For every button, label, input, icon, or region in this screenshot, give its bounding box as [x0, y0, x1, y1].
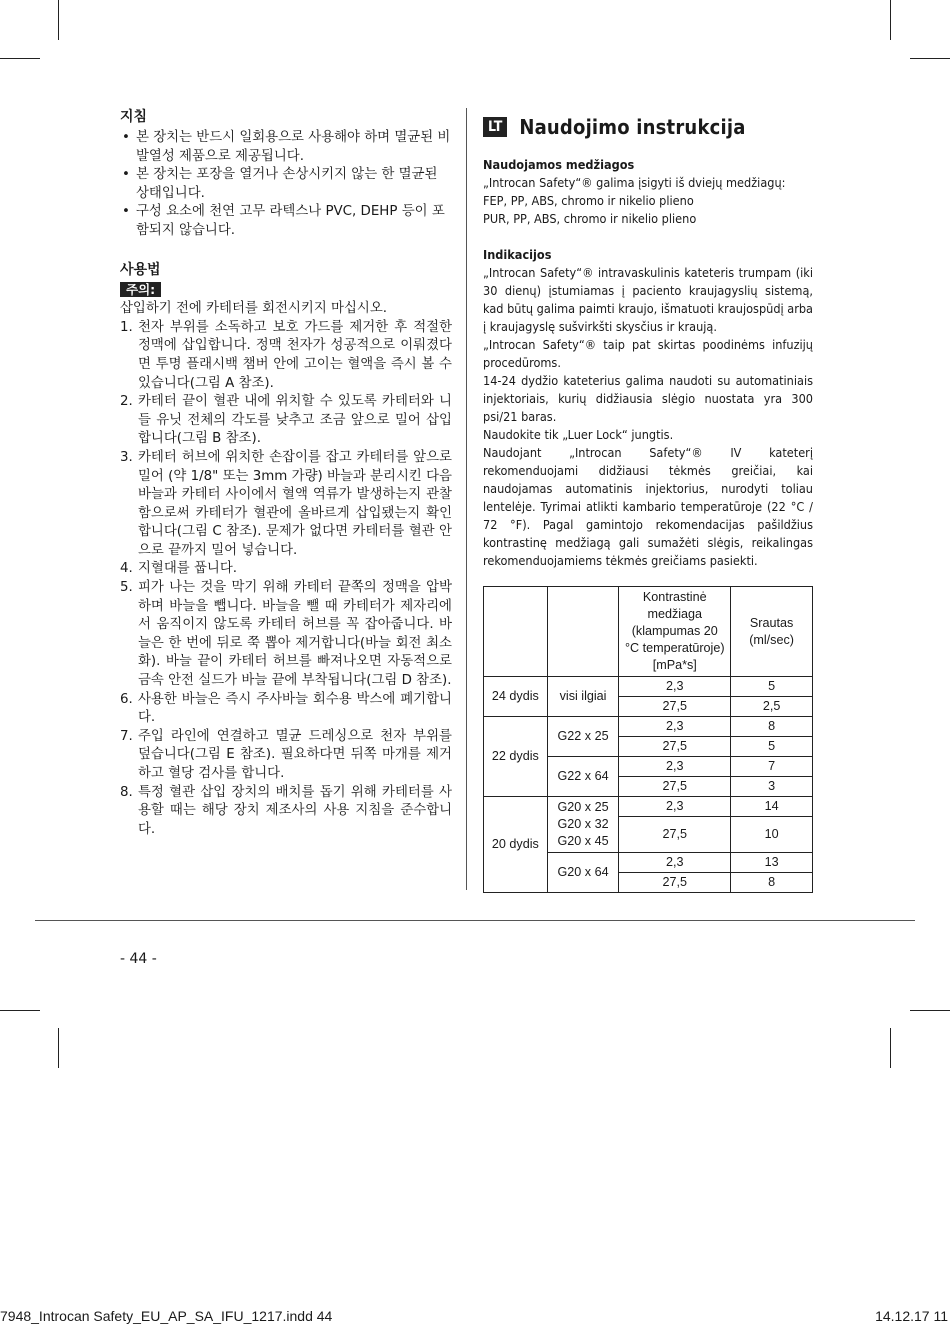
list-item — [120, 319, 452, 393]
language-badge: LT — [483, 117, 507, 137]
table-row — [484, 587, 813, 677]
crop-mark — [910, 58, 950, 59]
table-cell: G22 x 25 — [547, 717, 619, 757]
step-text: 카테터 허브에 위치한 손잡이를 잡고 카테터를 앞으로 밀어 (약 1/8" 또는 3mm 가량) 바늘과 분리시킨 다음 바늘과 카테터 사이에서 혈액 역류가 발생하는지 관찰함으로써 카테터가 혈관에 올바르게 삽입됐는지 확인합니다(그림 C 참조). 문제가 없다면 카테터를 혈관 안으로 끝까지 밀어 넣습니다. — [138, 449, 452, 558]
caution-text: 삽입하기 전에 카테터를 회전시키지 마십시오. — [120, 301, 388, 317]
list-item — [120, 728, 452, 784]
list-item — [120, 579, 452, 691]
gauge-label: G20 x 25 — [557, 800, 609, 814]
list-item: • 본 장치는 포장을 열거나 손상시키지 않는 한 멸균된 상태입니다. — [120, 166, 452, 203]
materials-title: Naudojamos medžiagos — [483, 157, 635, 172]
step-number: 4. — [120, 561, 133, 577]
table-cell: 2,5 — [731, 697, 813, 717]
materials-line: PUR, PP, ABS, chromo ir nikelio plieno — [483, 211, 697, 226]
crop-mark — [890, 1028, 891, 1068]
notes-list — [120, 129, 452, 241]
flow-rate-table — [483, 586, 813, 893]
table-cell: 8 — [731, 873, 813, 893]
crop-mark — [910, 1010, 950, 1011]
crop-mark — [0, 58, 40, 59]
table-cell: 2,3 — [619, 677, 731, 697]
indications-paragraph: Naudojant „Introcan Safety“® IV kateterį rekomenduojami didžiausi tėkmės greičiai, kai naudojamas automatinis injektorius, nurodyti toliau lentelėje. Tyrimai atlikti kambario temperatūroje (22 °C / 72 °F). Pagal gamintojo rekomendacijas pašildžius kontrastinę medžiagą gali sumažėti slėgis, reikalingas rekomenduojamiems tėkmės greičiams pasiekti. — [483, 445, 813, 568]
table-cell: 5 — [731, 737, 813, 757]
crop-mark — [58, 0, 59, 40]
table-cell: 14 — [731, 797, 813, 817]
materials-line: „Introcan Safety“® galima įsigyti iš dviejų medžiagų: — [483, 175, 786, 190]
step-text: 카테터 끝이 혈관 내에 위치할 수 있도록 카테터와 니들 유닛 전체의 각도를 낮추고 조금 앞으로 밀어 삽입합니다(그림 B 참조). — [138, 394, 452, 447]
table-cell: 2,3 — [619, 853, 731, 873]
table-cell — [547, 797, 619, 853]
list-item: • 본 장치는 반드시 일회용으로 사용해야 하며 멸균된 비발열성 제품으로 제공됩니다. — [120, 129, 452, 166]
table-cell — [484, 587, 548, 677]
table-row — [484, 717, 813, 737]
table-cell: 22 dydis — [484, 717, 548, 797]
materials-line: FEP, PP, ABS, chromo ir nikelio plieno — [483, 193, 694, 208]
indications-title: Indikacijos — [483, 247, 552, 262]
lithuanian-column — [483, 112, 813, 893]
korean-column — [120, 108, 452, 839]
table-cell: 7 — [731, 757, 813, 777]
table-cell: 2,3 — [619, 717, 731, 737]
print-slug-file: 7948_Introcan Safety_EU_AP_SA_IFU_1217.indd 44 — [0, 1308, 333, 1324]
table-cell: 3 — [731, 777, 813, 797]
page-number: - 44 - — [120, 951, 157, 967]
caution-badge: 주의: — [120, 282, 161, 298]
crop-mark — [890, 0, 891, 40]
table-cell: 8 — [731, 717, 813, 737]
step-number: 6. — [120, 691, 133, 707]
table-row — [484, 677, 813, 697]
table-cell: 2,3 — [619, 757, 731, 777]
list-item — [120, 560, 452, 579]
table-cell: 24 dydis — [484, 677, 548, 717]
step-text: 주입 라인에 연결하고 멸균 드레싱으로 천자 부위를 덮습니다(그림 E 참조). 필요하다면 뒤쪽 마개를 제거하고 혈당 검사를 합니다. — [138, 728, 452, 781]
table-cell: G20 x 64 — [547, 853, 619, 893]
step-text: 피가 나는 것을 막기 위해 카테터 끝쪽의 정맥을 압박하며 바늘을 뺍니다. 바늘을 뺄 때 카테터가 제자리에서 움직이지 않도록 카테터 허브를 꼭 잡아줍니다. 바늘은 한 번에 뒤로 쭉 뽑아 제거합니다(바늘 회전 최소화). 바늘 끝이 카테터 허브를 빠져나오면 자동적으로 금속 안전 실드가 바늘 끝에 부착됩니다(그림 D 참조). — [138, 580, 452, 689]
list-item — [120, 691, 452, 728]
step-number: 5. — [120, 580, 133, 596]
table-cell: G22 x 64 — [547, 757, 619, 797]
gauge-label: G20 x 32 — [557, 817, 609, 831]
step-number: 1. — [120, 319, 133, 335]
gauge-label: G20 x 45 — [557, 834, 609, 848]
table-cell: 27,5 — [619, 873, 731, 893]
bottom-rule — [35, 920, 915, 921]
table-header: Srautas (ml/sec) — [731, 587, 813, 677]
table-cell: 2,3 — [619, 797, 731, 817]
step-text: 사용한 바늘은 즉시 주사바늘 회수용 박스에 폐기합니다. — [138, 691, 452, 726]
steps-list — [120, 319, 452, 840]
table-cell: 10 — [731, 817, 813, 853]
table-row — [484, 797, 813, 817]
crop-mark — [58, 1028, 59, 1068]
table-cell: 27,5 — [619, 697, 731, 717]
print-slug-date: 14.12.17 11 — [875, 1308, 948, 1324]
step-text: 천자 부위를 소독하고 보호 가드를 제거한 후 적절한 정맥에 삽입합니다. 정맥 천자가 성공적으로 이뤄졌다면 투명 플래시백 챔버 안에 고이는 혈액을 즉시 볼 수 있습니다(그림 A 참조). — [138, 319, 452, 391]
indications-paragraph: Naudokite tik „Luer Lock“ jungtis. — [483, 427, 674, 442]
usage-title: 사용법 — [120, 261, 161, 278]
list-item — [120, 393, 452, 449]
step-text: 지혈대를 풉니다. — [138, 561, 238, 577]
table-cell: 13 — [731, 853, 813, 873]
section-header — [483, 112, 813, 142]
table-cell: 27,5 — [619, 737, 731, 757]
table-cell: 20 dydis — [484, 797, 548, 893]
table-cell: 5 — [731, 677, 813, 697]
table-header: Kontrastinė medžiaga (klampumas 20 °C temperatūroje) [mPa*s] — [619, 587, 731, 677]
step-number: 7. — [120, 728, 133, 744]
table-cell: 27,5 — [619, 817, 731, 853]
indications-paragraph: „Introcan Safety“® taip pat skirtas poodinėms infuzijų procedūroms. — [483, 337, 813, 370]
table-cell — [547, 587, 619, 677]
step-number: 8. — [120, 784, 133, 800]
list-item — [120, 449, 452, 561]
crop-mark — [0, 1010, 40, 1011]
indications-paragraph: „Introcan Safety“® intravaskulinis kateteris trumpam (iki 30 dienų) įstumiamas į paciento kraujagyslių sistemą, kad būtų galima paimti kraujo, išmatuoti kraujospūdį arba į kraujagyslę sušvirkšti skysčius ir kraują. — [483, 265, 813, 334]
list-item — [120, 784, 452, 840]
column-divider — [466, 108, 467, 890]
page-title: Naudojimo instrukcija — [519, 115, 746, 139]
table-cell: visi ilgiai — [547, 677, 619, 717]
notes-title: 지침 — [120, 109, 148, 125]
step-number: 2. — [120, 394, 133, 410]
step-number: 3. — [120, 449, 133, 465]
indications-paragraph: 14-24 dydžio kateterius galima naudoti su automatiniais injektoriais, kurių didžiausia slėgio nuostata yra 300 psi/21 baras. — [483, 373, 813, 424]
table-cell: 27,5 — [619, 777, 731, 797]
step-text: 특정 혈관 삽입 장치의 배치를 돕기 위해 카테터를 사용할 때는 해당 장치 제조사의 사용 지침을 준수합니다. — [138, 784, 452, 837]
list-item: • 구성 요소에 천연 고무 라텍스나 PVC, DEHP 등이 포함되지 않습니다. — [120, 203, 452, 240]
